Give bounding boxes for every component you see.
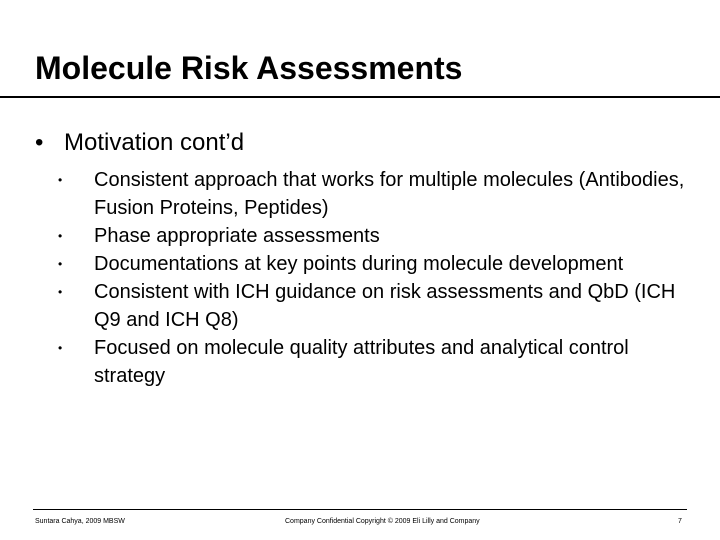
footer-divider bbox=[33, 509, 687, 510]
sub-bullet-list bbox=[58, 166, 688, 390]
sub-bullet-text: Phase appropriate assessments bbox=[94, 225, 380, 247]
sub-bullet-item bbox=[58, 278, 688, 334]
slide-title: Molecule Risk Assessments bbox=[35, 50, 463, 86]
sub-bullet-item bbox=[58, 166, 688, 222]
sub-bullet-text: Documentations at key points during molecule development bbox=[94, 253, 624, 275]
sub-bullet-item bbox=[58, 334, 688, 390]
bullet-icon: • bbox=[58, 285, 63, 299]
bullet-icon: • bbox=[35, 129, 44, 156]
footer-copyright: Company Confidential Copyright © 2009 Eli Lilly and Company bbox=[285, 518, 480, 525]
bullet-icon: • bbox=[58, 341, 63, 355]
sub-bullet-text: Consistent approach that works for multiple molecules (Antibodies, Fusion Proteins, Peptides) bbox=[94, 169, 685, 219]
sub-bullet-item bbox=[58, 250, 688, 278]
bullet-icon: • bbox=[58, 229, 63, 243]
main-bullet-text: Motivation cont’d bbox=[64, 129, 245, 156]
bullet-icon: • bbox=[58, 257, 63, 271]
sub-bullet-text: Consistent with ICH guidance on risk assessments and QbD (ICH Q9 and ICH Q8) bbox=[94, 281, 676, 331]
sub-bullet-item bbox=[58, 222, 688, 250]
sub-bullet-text: Focused on molecule quality attributes and analytical control strategy bbox=[94, 337, 629, 387]
page-number: 7 bbox=[678, 518, 682, 525]
title-divider bbox=[0, 96, 720, 98]
footer-author: Suntara Cahya, 2009 MBSW bbox=[35, 518, 125, 525]
bullet-icon: • bbox=[58, 173, 63, 187]
